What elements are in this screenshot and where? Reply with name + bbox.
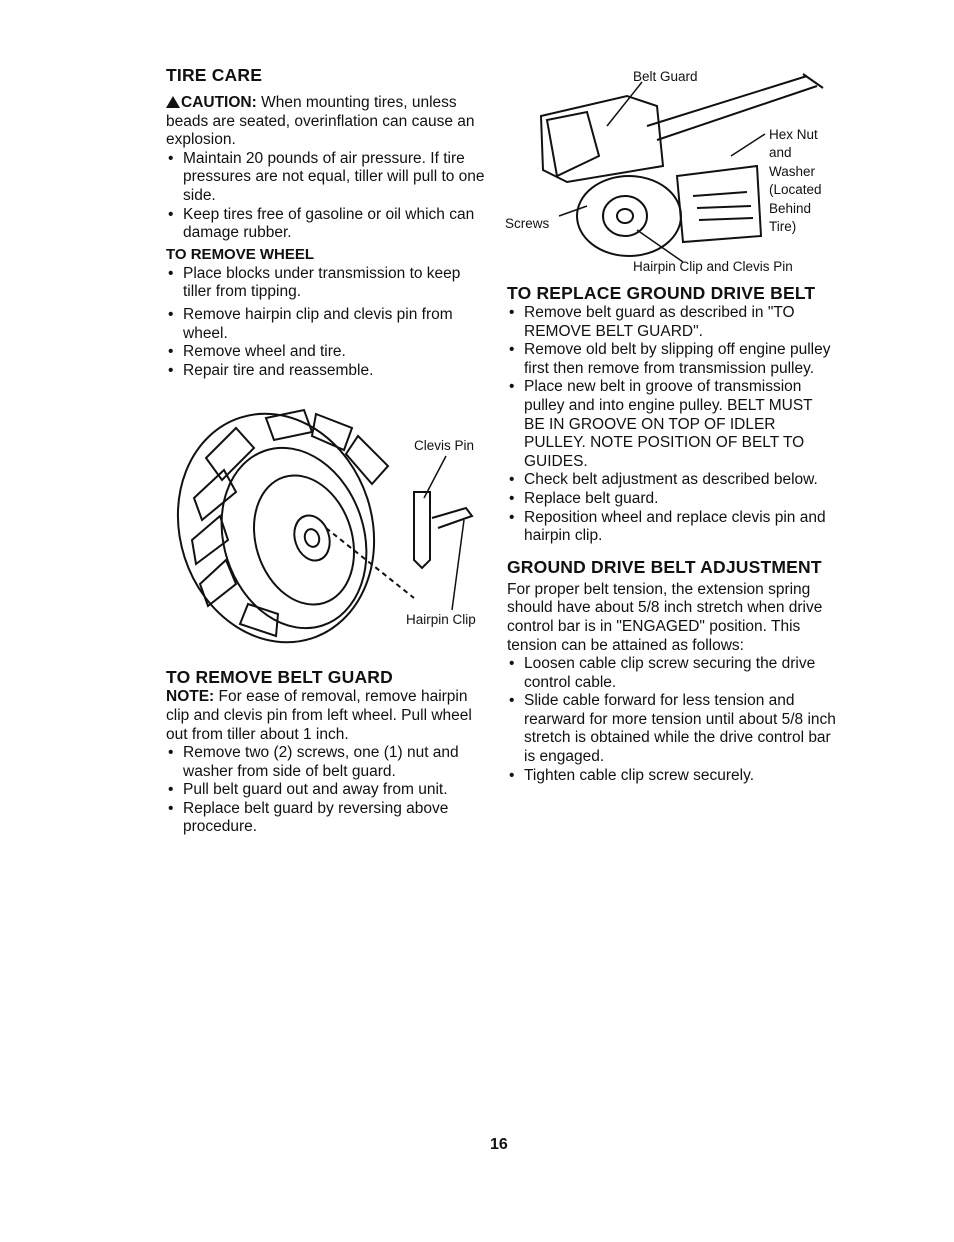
list-item: • Loosen cable clip screw securing the drive control cable. <box>507 655 837 692</box>
remove-wheel-heading: TO REMOVE WHEEL <box>166 245 315 263</box>
hex-nut-label <box>769 126 822 236</box>
hairpin-clevis-label: Hairpin Clip and Clevis Pin <box>633 259 793 274</box>
page-number: 16 <box>490 1136 508 1153</box>
list-item: • Place blocks under transmission to keep tiller from tipping. <box>166 265 490 302</box>
hex-nut-line: Behind <box>769 200 812 216</box>
list-item: • Pull belt guard out and away from unit. <box>166 781 490 800</box>
adjustment-list <box>507 655 837 785</box>
caution-label: CAUTION: <box>181 94 257 111</box>
tire-shape <box>577 176 681 256</box>
right-column <box>507 66 837 785</box>
list-item: • Remove belt guard as described in "TO REMOVE BELT GUARD". <box>507 304 837 341</box>
list-item: • Repair tire and reassemble. <box>166 362 490 381</box>
list-item: • Reposition wheel and replace clevis pin and hairpin clip. <box>507 509 837 546</box>
screws-leader <box>559 206 587 216</box>
tines <box>693 192 753 220</box>
engine-body <box>541 96 663 182</box>
note-text: For ease of removal, remove hairpin clip and clevis pin from left wheel. Pull wheel out from tiller about 1 inch. <box>166 688 472 743</box>
wheel-illustration <box>166 388 486 650</box>
axle-dash <box>326 528 414 598</box>
list-item: • Tighten cable clip screw securely. <box>507 767 837 786</box>
hex-nut-line: and <box>769 145 792 161</box>
hex-nut-line: Washer <box>769 163 816 179</box>
note-paragraph <box>166 688 490 744</box>
warning-triangle-icon <box>166 96 180 108</box>
hub-center-shape <box>617 209 633 223</box>
belt-guard-label: Belt Guard <box>633 69 698 84</box>
belt-figure <box>507 66 837 276</box>
rim-outline <box>238 463 370 618</box>
list-item: • Maintain 20 pounds of air pressure. If tire pressures are not equal, tiller will pull to one side. <box>166 150 490 206</box>
hairpin-clip-shape <box>432 508 472 528</box>
adjustment-heading: GROUND DRIVE BELT ADJUSTMENT <box>507 556 822 577</box>
hex-nut-line: Tire) <box>769 219 797 235</box>
replace-belt-list <box>507 304 837 546</box>
caution-paragraph <box>166 94 490 150</box>
remove-belt-guard-heading: TO REMOVE BELT GUARD <box>166 667 393 688</box>
adjustment-intro: For proper belt tension, the extension spring should have about 5/8 inch stretch when drive control bar is in "ENGAGED" position. This tension can be attained as follows: <box>507 580 823 654</box>
left-column <box>166 66 490 837</box>
list-item: • Replace belt guard by reversing above procedure. <box>166 800 490 837</box>
remove-wheel-list <box>166 265 490 381</box>
hub-outline <box>289 511 336 565</box>
list-item: • Slide cable forward for less tension and rearward for more tension until about 5/8 inch stretch is obtained while the drive control bar is engaged. <box>507 692 837 766</box>
hex-nut-line: (Located <box>769 182 822 198</box>
tread-7 <box>346 436 388 484</box>
list-item: • Replace belt guard. <box>507 490 837 509</box>
list-item: • Remove two (2) screws, one (1) nut and washer from side of belt guard. <box>166 744 490 781</box>
screws-label: Screws <box>505 216 550 231</box>
tire-care-heading: TIRE CARE <box>166 65 263 85</box>
caution-text: When mounting tires, unless beads are seated, overinflation can cause an explosion. <box>166 94 475 149</box>
hairpin-clip-leader <box>452 520 464 610</box>
list-item: • Keep tires free of gasoline or oil which can damage rubber. <box>166 206 490 243</box>
hex-nut-leader <box>731 134 765 156</box>
clevis-pin-leader <box>424 456 446 498</box>
tire-care-list <box>166 150 490 243</box>
clevis-pin-label: Clevis Pin <box>414 438 475 454</box>
remove-belt-guard-list <box>166 744 490 837</box>
hub-shape <box>603 196 647 236</box>
hairpin-clip-label: Hairpin Clip <box>406 612 476 628</box>
list-item: • Remove hairpin clip and clevis pin from wheel. <box>166 306 490 343</box>
tine-shield <box>677 166 761 242</box>
hub-center <box>303 528 322 549</box>
note-label: NOTE: <box>166 688 215 706</box>
list-item: • Remove old belt by slipping off engine pulley first then remove from transmission pulley. <box>507 341 837 378</box>
list-item: • Check belt adjustment as described below. <box>507 471 837 490</box>
tread-2 <box>194 470 236 520</box>
clevis-pin-shape <box>414 492 430 568</box>
list-item: • Place new belt in groove of transmission pulley and into engine pulley. BELT MUST BE IN GROOVE ON TOP OF IDLER PULLEY. NOTE POSITION OF BELT TO GUIDES. <box>507 378 837 471</box>
tread-1 <box>206 428 254 480</box>
list-item: • Remove wheel and tire. <box>166 343 490 362</box>
belt-guard-shape <box>547 112 599 176</box>
belt-guard-leader <box>607 82 642 126</box>
wheel-figure <box>166 388 490 650</box>
hex-nut-line: Hex Nut <box>769 127 818 142</box>
replace-belt-heading: TO REPLACE GROUND DRIVE BELT <box>507 283 816 303</box>
